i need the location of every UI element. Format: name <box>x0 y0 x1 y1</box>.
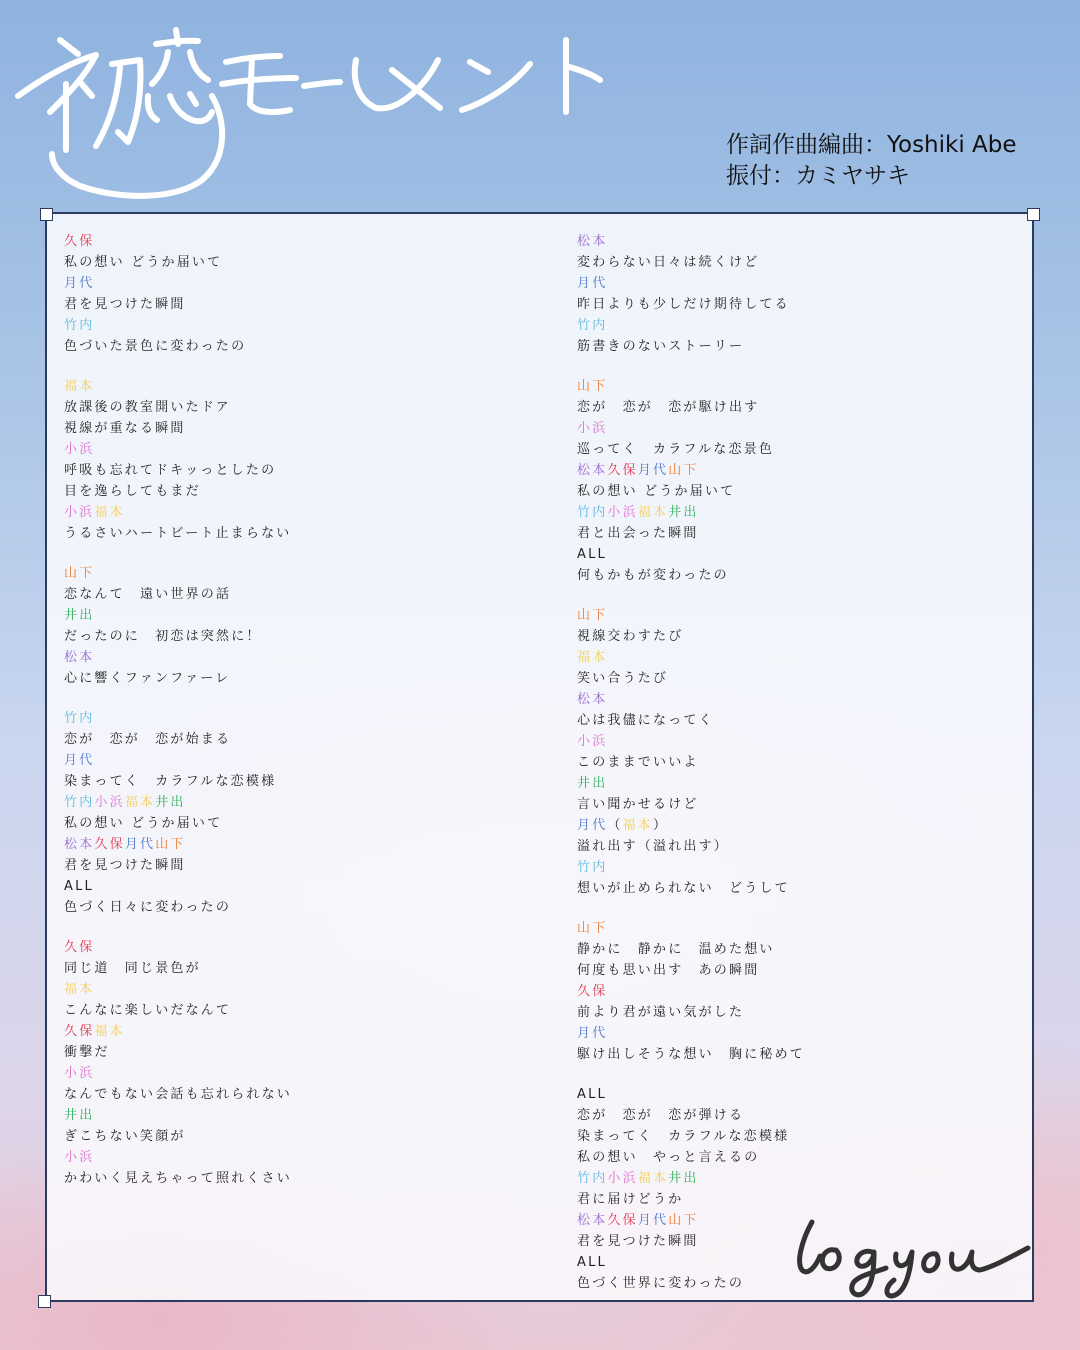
singer-kohama: 小浜 <box>94 795 125 810</box>
lyric-line: 昨日よりも少しだけ期待してる <box>577 297 790 312</box>
lyric-line: 君に届けどうか <box>577 1192 684 1207</box>
singer-fukumoto: 福本 <box>124 795 156 810</box>
singer-kohama: 小浜 <box>607 505 638 520</box>
singer-kubo: 久保 <box>64 234 95 249</box>
singer-kubo: 久保 <box>577 984 608 999</box>
singer-label <box>64 876 292 897</box>
lyric-line: 衝撃だ <box>64 1045 110 1060</box>
singer-label <box>577 315 805 336</box>
lyric-line: 目を逸らしてもまだ <box>64 484 201 499</box>
singer-label <box>64 502 292 523</box>
singer-takeuchi: 竹内 <box>577 318 608 333</box>
lyrics-column-left <box>64 231 292 1189</box>
lyric-line: 私の想い やっと言えるの <box>577 1150 760 1165</box>
singer-matsumoto: 松本 <box>577 1213 608 1228</box>
singer-label <box>577 1210 805 1231</box>
lyric-line: 静かに 静かに 温めた想い <box>577 942 775 957</box>
singer-label <box>64 1147 292 1168</box>
lyric-line: 視線交わすたび <box>577 629 684 644</box>
lyric-line: 君を見つけた瞬間 <box>577 1234 699 1249</box>
singer-takeuchi: 竹内 <box>577 1171 608 1186</box>
lyric-line: 視線が重なる瞬間 <box>64 421 186 436</box>
singer-kubo: 久保 <box>607 463 638 478</box>
lyric-line: 染まってく カラフルな恋模様 <box>577 1129 790 1144</box>
singer-kubo: 久保 <box>64 940 95 955</box>
lyric-line: ぎこちない笑顔が <box>64 1129 186 1144</box>
lyric-line: 君と出会った瞬間 <box>577 526 699 541</box>
lyrics-panel <box>45 212 1034 1302</box>
singer-kubo: 久保 <box>64 1024 95 1039</box>
frame-handle-bottom-left[interactable] <box>38 1295 51 1308</box>
singer-label <box>64 979 292 1000</box>
singer-label <box>64 792 292 813</box>
singer-fukumoto: 福本 <box>577 650 608 665</box>
singer-ide: 井出 <box>668 1171 699 1186</box>
singer-yamashita: 山下 <box>155 837 186 852</box>
singer-label <box>577 815 805 836</box>
lyric-line: 私の想い どうか届いて <box>64 255 223 270</box>
lyric-line: 色づいた景色に変わったの <box>64 339 247 354</box>
credits <box>726 130 1017 192</box>
singer-kohama: 小浜 <box>64 505 95 520</box>
lyric-line: かわいく見えちゃって照れくさい <box>64 1171 293 1186</box>
singer-label <box>577 773 805 794</box>
lyric-line: 恋が 恋が 恋が駆け出す <box>577 400 760 415</box>
singer-label <box>577 460 805 481</box>
singer-yamashita: 山下 <box>668 463 699 478</box>
singer-label <box>577 231 805 252</box>
singer-label <box>64 750 292 771</box>
singer-takeuchi: 竹内 <box>64 318 95 333</box>
lyric-line: 私の想い どうか届いて <box>64 816 223 831</box>
singer-label <box>577 502 805 523</box>
singer-label <box>577 1168 805 1189</box>
singer-fukumoto: 福本 <box>637 505 669 520</box>
lyric-line: 何度も思い出す あの瞬間 <box>577 963 760 978</box>
lyric-line: 駆け出しそうな想い 胸に秘めて <box>577 1047 806 1062</box>
singer-ide: 井出 <box>668 505 699 520</box>
lyric-line: 恋なんて 遠い世界の話 <box>64 587 232 602</box>
singer-yamashita: 山下 <box>577 921 608 936</box>
singer-label <box>64 1105 292 1126</box>
lyric-line: 想いが止められない どうして <box>577 881 790 896</box>
singer-label <box>577 1023 805 1044</box>
lyric-line: 呼吸も忘れてドキッっとしたの <box>64 463 277 478</box>
stanza-gap <box>64 544 292 563</box>
lyric-line: 巡ってく カラフルな恋景色 <box>577 442 775 457</box>
singer-label <box>64 273 292 294</box>
stanza-gap <box>577 899 805 918</box>
lyric-line: なんでもない会話も忘れられない <box>64 1087 293 1102</box>
singer-label <box>64 1021 292 1042</box>
lyric-line: 変わらない日々は続くけど <box>577 255 760 270</box>
singer-label <box>64 834 292 855</box>
singer-kubo: 久保 <box>607 1213 638 1228</box>
singer-label <box>577 647 805 668</box>
singer-kohama: 小浜 <box>64 1066 95 1081</box>
lyric-line: 何もかもが変わったの <box>577 568 729 583</box>
singer-fukumoto: 福本 <box>64 379 95 394</box>
singer-fukumoto: 福本 <box>64 982 95 997</box>
singer-tsukishiro: 月代 <box>577 818 608 833</box>
singer-tsukishiro: 月代 <box>64 753 95 768</box>
lyric-line: 君を見つけた瞬間 <box>64 297 186 312</box>
singer-tsukishiro: 月代 <box>577 1026 608 1041</box>
stanza-gap <box>64 918 292 937</box>
singer-label <box>64 563 292 584</box>
singer-matsumoto: 松本 <box>577 234 608 249</box>
singer-label <box>577 1252 805 1273</box>
lyric-line: 同じ道 同じ景色が <box>64 961 201 976</box>
stanza-gap <box>577 357 805 376</box>
lyric-line: 筋書きのないストーリー <box>577 339 745 354</box>
singer-fukumoto: 福本 <box>94 505 125 520</box>
singer-label <box>577 689 805 710</box>
stanza-gap <box>577 1065 805 1084</box>
singer-tsukishiro: 月代 <box>64 276 95 291</box>
composer-credit: 作詞作曲編曲：Yoshiki Abe <box>726 132 1017 158</box>
singer-label <box>577 544 805 565</box>
singer-matsumoto: 松本 <box>577 463 608 478</box>
singer-yamashita: 山下 <box>577 608 608 623</box>
singer-ide: 井出 <box>64 608 95 623</box>
singer-fukumoto: 福本 <box>94 1024 125 1039</box>
singer-label <box>64 315 292 336</box>
singer-label <box>64 439 292 460</box>
singer-takeuchi: 竹内 <box>64 795 95 810</box>
singer-label <box>577 731 805 752</box>
singer-label <box>64 1063 292 1084</box>
lyric-line: 溢れ出す（溢れ出す） <box>577 839 730 854</box>
lyric-line: こんなに楽しいだなんて <box>64 1003 232 1018</box>
lyric-line: 心は我儘になってく <box>577 713 714 728</box>
singer-label <box>64 708 292 729</box>
singer-matsumoto: 松本 <box>64 650 95 665</box>
singer-label <box>64 376 292 397</box>
singer-takeuchi: 竹内 <box>577 505 608 520</box>
singer-yamashita: 山下 <box>577 379 608 394</box>
lyric-line: 色づく日々に変わったの <box>64 900 232 915</box>
singer-tsukishiro: 月代 <box>637 463 669 478</box>
lyrics-column-right <box>577 231 805 1294</box>
singer-label <box>577 418 805 439</box>
singer-kohama: 小浜 <box>64 442 95 457</box>
paren: （ <box>607 818 623 833</box>
singer-label <box>577 376 805 397</box>
singer-all: ALL <box>64 879 94 894</box>
lyric-line: このままでいいよ <box>577 755 699 770</box>
lyric-line: 私の想い どうか届いて <box>577 484 736 499</box>
singer-yamashita: 山下 <box>668 1213 699 1228</box>
song-title <box>0 0 620 215</box>
singer-all: ALL <box>577 1255 607 1270</box>
lyric-line: 放課後の教室開いたドア <box>64 400 231 415</box>
singer-label <box>577 981 805 1002</box>
singer-tsukishiro: 月代 <box>637 1213 669 1228</box>
lyric-line: 言い聞かせるけど <box>577 797 699 812</box>
lyric-line: 前より君が遠い気がした <box>577 1005 745 1020</box>
lyric-line: 染まってく カラフルな恋模様 <box>64 774 277 789</box>
stanza-gap <box>64 689 292 708</box>
singer-label <box>64 647 292 668</box>
singer-takeuchi: 竹内 <box>64 711 95 726</box>
singer-fukumoto: 福本 <box>637 1171 669 1186</box>
singer-kohama: 小浜 <box>577 734 608 749</box>
lyric-line: 君を見つけた瞬間 <box>64 858 186 873</box>
singer-label <box>577 918 805 939</box>
singer-kubo: 久保 <box>94 837 125 852</box>
singer-label <box>64 937 292 958</box>
lyric-line: 色づく世界に変わったの <box>577 1276 745 1291</box>
singer-ide: 井出 <box>577 776 608 791</box>
lyric-line: 恋が 恋が 恋が始まる <box>64 732 232 747</box>
singer-ide: 井出 <box>64 1108 95 1123</box>
singer-kohama: 小浜 <box>607 1171 638 1186</box>
lyric-line: だったのに 初恋は突然に！ <box>64 629 262 644</box>
singer-kohama: 小浜 <box>577 421 608 436</box>
singer-label <box>577 857 805 878</box>
lyric-line: 心に響くファンファーレ <box>64 671 231 686</box>
singer-label <box>577 273 805 294</box>
lyric-line: 恋が 恋が 恋が弾ける <box>577 1108 745 1123</box>
lyric-line: うるさいハートビート止まらない <box>64 526 292 541</box>
singer-matsumoto: 松本 <box>577 692 608 707</box>
singer-label <box>64 605 292 626</box>
frame-handle-top-right[interactable] <box>1027 208 1040 221</box>
stanza-gap <box>64 357 292 376</box>
lyric-line: 笑い合うたび <box>577 671 669 686</box>
singer-tsukishiro: 月代 <box>577 276 608 291</box>
singer-yamashita: 山下 <box>64 566 95 581</box>
singer-tsukishiro: 月代 <box>124 837 156 852</box>
singer-label <box>577 1084 805 1105</box>
singer-label <box>64 231 292 252</box>
frame-handle-top-left[interactable] <box>40 208 53 221</box>
singer-takeuchi: 竹内 <box>577 860 608 875</box>
log-you-logo <box>790 1200 1040 1310</box>
singer-ide: 井出 <box>155 795 186 810</box>
singer-fukumoto: 福本 <box>622 818 654 833</box>
singer-kohama: 小浜 <box>64 1150 95 1165</box>
singer-all: ALL <box>577 1087 607 1102</box>
singer-label <box>577 605 805 626</box>
choreography-credit: 振付：カミヤサキ <box>726 163 910 189</box>
paren: ） <box>653 818 669 833</box>
singer-matsumoto: 松本 <box>64 837 95 852</box>
stanza-gap <box>577 586 805 605</box>
singer-all: ALL <box>577 547 607 562</box>
